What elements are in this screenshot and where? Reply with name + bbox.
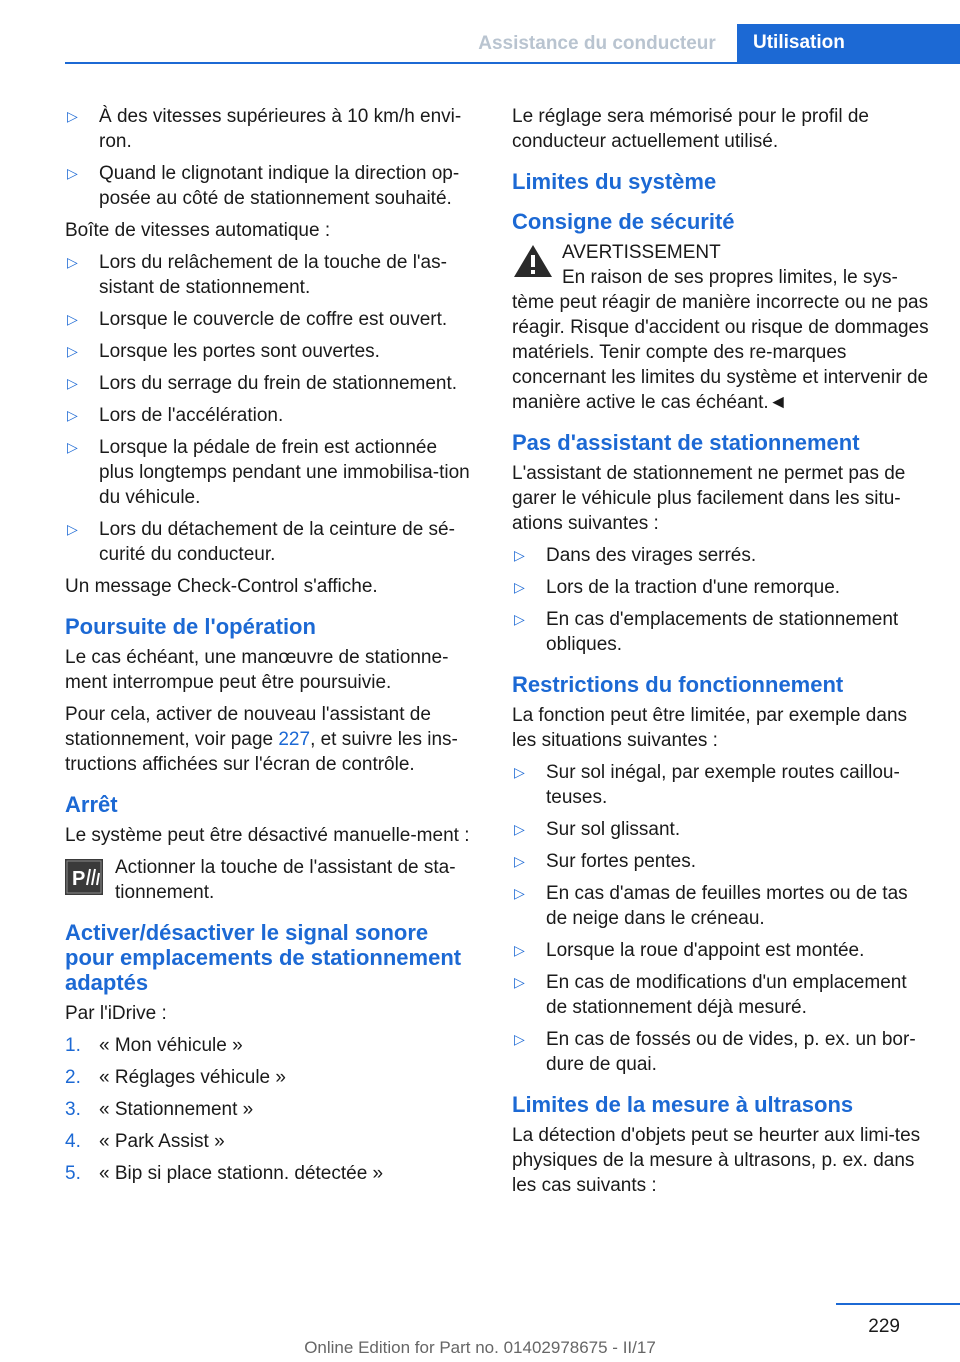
check-control-message: Un message Check-Control s'affiche.	[65, 576, 378, 597]
list-item: ▷ Lorsque la pédale de frein est actionnée plus longtemps pendant une immobilisa-tion du véhicule.	[67, 437, 470, 508]
triangle-right-icon: ▷	[67, 375, 78, 391]
triangle-right-icon: ▷	[514, 547, 525, 563]
triangle-right-icon: ▷	[67, 108, 78, 124]
paragraph-restrictions: La fonction peut être limitée, par exemple dans les situations suivantes :	[512, 705, 908, 751]
triangle-right-icon: ▷	[514, 942, 525, 958]
key-instruction	[65, 855, 477, 905]
list-item: ▷ En cas d'emplacements de stationnement obliques.	[514, 609, 899, 655]
footer-edition: Online Edition for Part no. 01402978675 - II/17	[304, 1338, 656, 1357]
key-instruction-text: Actionner la touche de l'assistant de sta-tionnement.	[115, 857, 456, 903]
warning-triangle-icon	[512, 242, 554, 280]
list-item: ▷ Lorsque le couvercle de coffre est ouvert.	[67, 309, 448, 330]
list-item: 4. « Park Assist »	[65, 1131, 225, 1152]
bullet-list-auto	[65, 250, 477, 567]
heading-ultrasons: Limites de la mesure à ultrasons	[512, 1092, 854, 1117]
idrive-label: Par l'iDrive :	[65, 1003, 167, 1024]
triangle-right-icon: ▷	[514, 1031, 525, 1047]
left-column	[65, 104, 477, 1193]
list-item: 3. « Stationnement »	[65, 1099, 254, 1120]
triangle-right-icon: ▷	[67, 407, 78, 423]
list-item: ▷ À des vitesses supérieures à 10 km/h envi-ron.	[67, 106, 462, 152]
heading-pas-assistant: Pas d'assistant de stationnement	[512, 430, 860, 455]
triangle-right-icon: ▷	[514, 764, 525, 780]
header-rule	[65, 62, 960, 64]
paragraph-ultrasons: La détection d'objets peut se heurter aux limi-tes physiques de la mesure à ultrasons, p. ex. dans les cas suivants :	[512, 1125, 921, 1196]
triangle-right-icon: ▷	[67, 311, 78, 327]
heading-limites-systeme: Limites du système	[512, 169, 717, 194]
paragraph-poursuite-2: Pour cela, activer de nouveau l'assistant de stationnement, voir page 227, et suivre les ins-tructions affichées sur l'écran de contrôle.	[65, 704, 458, 775]
triangle-right-icon: ▷	[514, 974, 525, 990]
list-item: ▷ Lors de la traction d'une remorque.	[514, 577, 841, 598]
list-item: ▷ Lorsque la roue d'appoint est montée.	[514, 940, 865, 961]
heading-restrictions: Restrictions du fonctionnement	[512, 672, 844, 697]
paragraph-pas-assistant: L'assistant de stationnement ne permet pas de garer le véhicule plus facilement dans les situ-ations suivantes :	[512, 463, 906, 534]
paragraph-poursuite-1: Le cas échéant, une manœuvre de stationne-ment interrompue peut être poursuivie.	[65, 647, 449, 693]
triangle-right-icon: ▷	[67, 521, 78, 537]
list-item: ▷ Sur sol glissant.	[514, 819, 681, 840]
triangle-right-icon: ▷	[514, 853, 525, 869]
triangle-right-icon: ▷	[67, 439, 78, 455]
svg-text:P: P	[72, 868, 86, 890]
list-item: ▷ Sur sol inégal, par exemple routes caillou-teuses.	[514, 762, 900, 808]
idrive-steps	[65, 1033, 477, 1186]
list-item: ▷ Lors du détachement de la ceinture de sé-curité du conducteur.	[67, 519, 455, 565]
triangle-right-icon: ▷	[67, 343, 78, 359]
list-item: ▷ Lorsque les portes sont ouvertes.	[67, 341, 380, 362]
triangle-right-icon: ▷	[67, 254, 78, 270]
triangle-right-icon: ▷	[514, 821, 525, 837]
park-assist-key-icon	[65, 859, 103, 895]
auto-gearbox-label: Boîte de vitesses automatique :	[65, 220, 331, 241]
list-item: ▷ En cas d'amas de feuilles mortes ou de tas de neige dans le créneau.	[514, 883, 908, 929]
list-item: ▷ Sur fortes pentes.	[514, 851, 696, 872]
list-item: ▷ Lors du serrage du frein de stationnement.	[67, 373, 458, 394]
triangle-right-icon: ▷	[514, 611, 525, 627]
list-item: ▷ En cas de modifications d'un emplacement de stationnement déjà mesuré.	[514, 972, 907, 1018]
paragraph-arret: Le système peut être désactivé manuelle-ment :	[65, 825, 470, 846]
page-number: 229	[868, 1316, 900, 1337]
warning-block	[512, 240, 932, 265]
paragraph-memorise: Le réglage sera mémorisé pour le profil de conducteur actuellement utilisé.	[512, 106, 869, 152]
bullet-list-pas-assistant	[512, 543, 932, 657]
footer-rule	[836, 1303, 960, 1305]
list-item: 5. « Bip si place stationn. détectée »	[65, 1163, 384, 1184]
list-item: ▷ Dans des virages serrés.	[514, 545, 757, 566]
list-item: ▷ Lors du relâchement de la touche de l'as-sistant de stationnement.	[67, 252, 447, 298]
bullet-list-restrictions	[512, 760, 932, 1077]
list-item: 2. « Réglages véhicule »	[65, 1067, 286, 1088]
list-item: ▷ Lors de l'accélération.	[67, 405, 284, 426]
header-section-title: Assistance du conducteur	[478, 33, 716, 54]
bullet-list-speeds	[65, 104, 477, 211]
triangle-right-icon: ▷	[514, 885, 525, 901]
heading-signal-sonore: Activer/désactiver le signal sonore pour emplacements de stationnement adaptés	[65, 920, 462, 995]
heading-poursuite: Poursuite de l'opération	[65, 614, 316, 639]
warning-title: AVERTISSEMENT	[562, 242, 721, 263]
triangle-right-icon: ▷	[514, 579, 525, 595]
list-item: ▷ Quand le clignotant indique la direction op-posée au côté de stationnement souhaité.	[67, 163, 460, 209]
list-item: ▷ En cas de fossés ou de vides, p. ex. un bor-dure de quai.	[514, 1029, 916, 1075]
right-column	[512, 104, 932, 1205]
header-chapter-tab[interactable]: Utilisation	[737, 24, 960, 62]
warning-text: En raison de ses propres limites, le sys-tème peut réagir de manière incorrecte ou ne pas réagir. Risque d'accident ou risque de dommages matériels. Tenir compte des re-marques concernant les limites du système et intervenir de manière active le cas échéant.◄	[512, 267, 929, 413]
page-link-227[interactable]: 227	[278, 729, 311, 750]
heading-consigne-securite: Consigne de sécurité	[512, 209, 735, 234]
list-item: 1. « Mon véhicule »	[65, 1035, 243, 1056]
heading-arret: Arrêt	[65, 792, 118, 817]
triangle-right-icon: ▷	[67, 165, 78, 181]
